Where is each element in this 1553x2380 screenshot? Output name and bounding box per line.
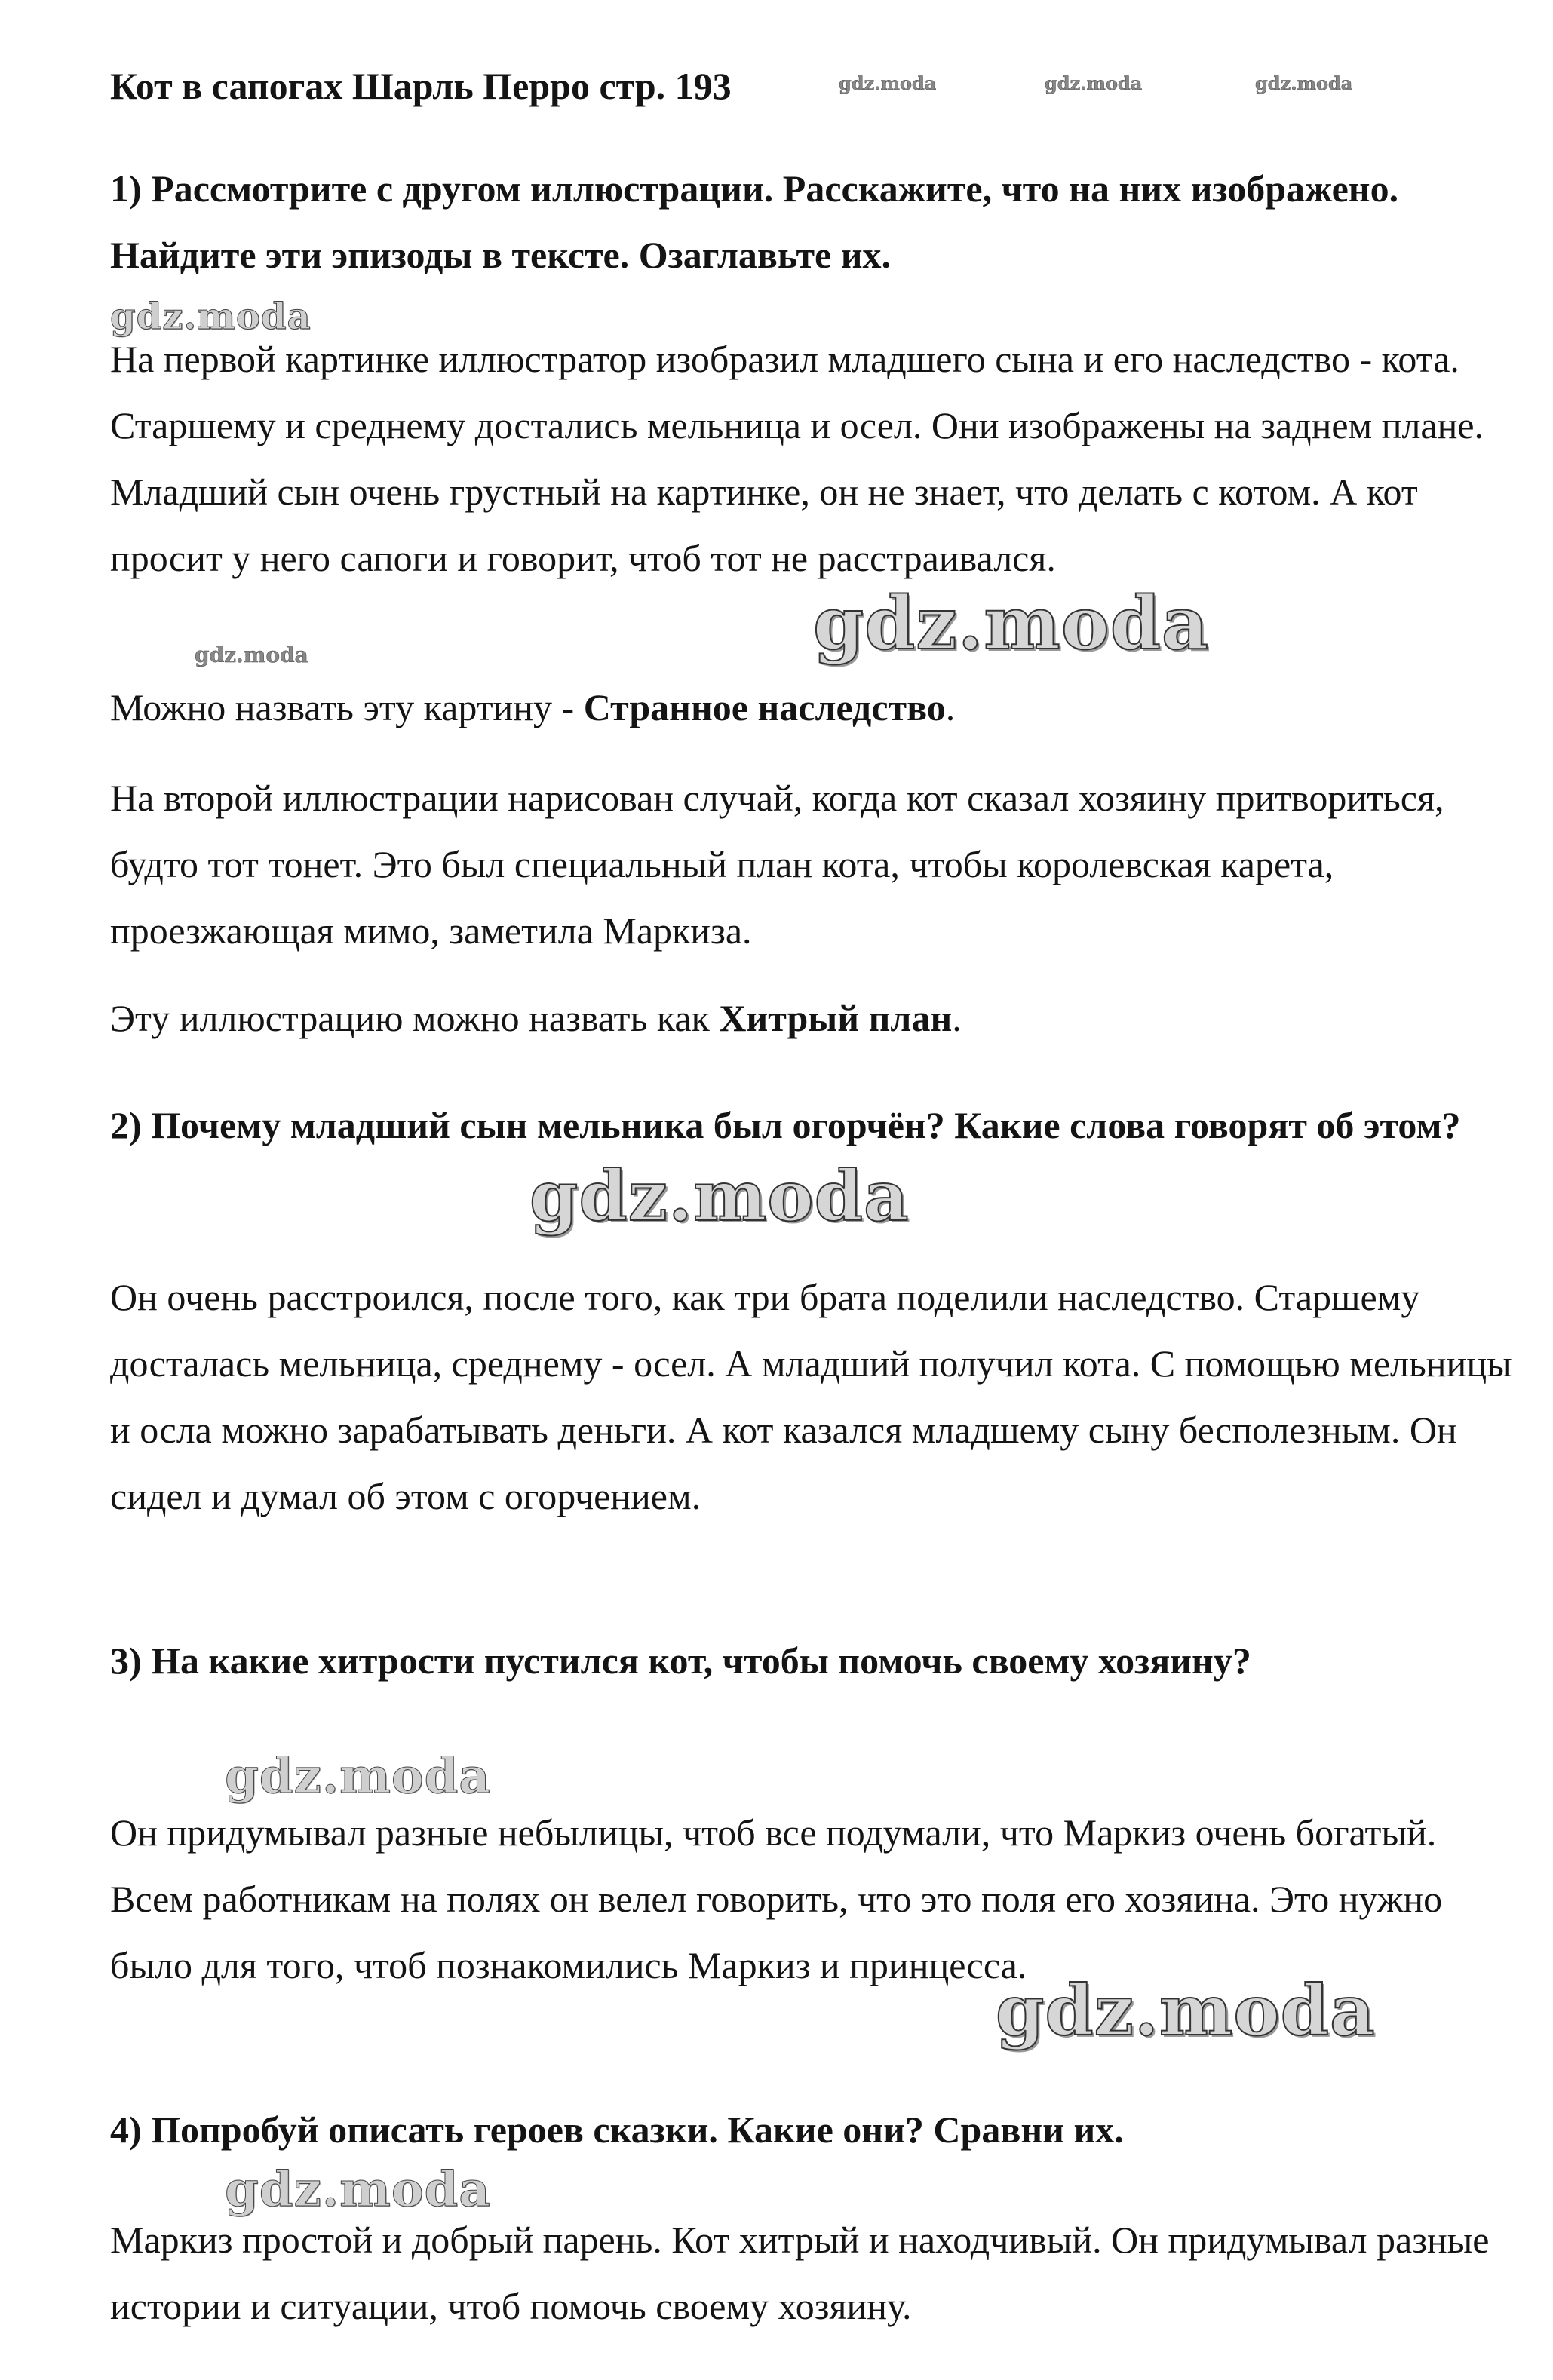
- watermark-q3: gdz.moda: [225, 1748, 491, 1805]
- answer-1-paragraph-3: На второй иллюстрации нарисован случай, когда кот сказал хозяину притвориться, будто тот тонет. Это был специальный план кота, чтобы королевская карета, проезжающая мимо, заметила Маркиза.: [110, 777, 1444, 952]
- watermark-top-1: gdz.moda: [839, 72, 937, 94]
- page-title: Кот в сапогах Шарль Перро стр. 193: [110, 65, 732, 107]
- answer-1-paragraph-1: На первой картинке иллюстратор изобразил младшего сына и его наследство - кота. Старшему и среднему достались мельница и осел. Они изображены на заднем плане. Младший сын очень грустный на картинке, он не знает, что делать с котом. А кот просит у него сапоги и говорит, чтоб тот не расстраивался.: [110, 338, 1484, 579]
- watermark-q4: gdz.moda: [225, 2161, 491, 2218]
- watermark-q2: gdz.moda: [529, 1155, 910, 1237]
- question-4: 4) Попробуй описать героев сказки. Какие они? Сравни их.: [110, 2109, 1124, 2151]
- question-3: 3) На какие хитрости пустился кот, чтобы помочь своему хозяину?: [110, 1639, 1251, 1682]
- answer-3-paragraph-1: Он придумывал разные небылицы, чтоб все подумали, что Маркиз очень богатый. Всем работникам на полях он велел говорить, что это поля его хозяина. Это нужно было для того, чтоб познакомились Маркиз и принцесса.: [110, 1811, 1443, 1986]
- watermark-answer1-large: gdz.moda: [813, 581, 1210, 666]
- answer-1-paragraph-4: Эту иллюстрацию можно назвать как Хитрый план.: [110, 997, 962, 1039]
- question-2: 2) Почему младший сын мельника был огорчён? Какие слова говорят об этом?: [110, 1104, 1461, 1146]
- watermark-q1: gdz.moda: [110, 296, 312, 338]
- watermark-answer1-small: gdz.moda: [195, 643, 308, 667]
- answer-2-paragraph-1: Он очень расстроился, после того, как три брата поделили наследство. Старшему досталась мельница, среднему - осел. А младший получил кота. С помощью мельницы и осла можно зарабатывать деньги. А кот казался младшему сыну бесполезным. Он сидел и думал об этом с огорчением.: [110, 1276, 1512, 1517]
- watermark-top-3: gdz.moda: [1255, 72, 1353, 94]
- watermark-top-2: gdz.moda: [1045, 72, 1143, 94]
- answer-1-paragraph-2: Можно назвать эту картину - Странное наследство.: [110, 686, 956, 728]
- watermark-answer3: gdz.moda: [996, 1970, 1376, 2051]
- question-1: 1) Рассмотрите с другом иллюстрации. Расскажите, что на них изображено. Найдите эти эпизоды в тексте. Озаглавьте их.: [110, 167, 1399, 276]
- answer-4-paragraph-1: Маркиз простой и добрый парень. Кот хитрый и находчивый. Он придумывал разные истории и ситуации, чтоб помочь своему хозяину.: [110, 2219, 1490, 2327]
